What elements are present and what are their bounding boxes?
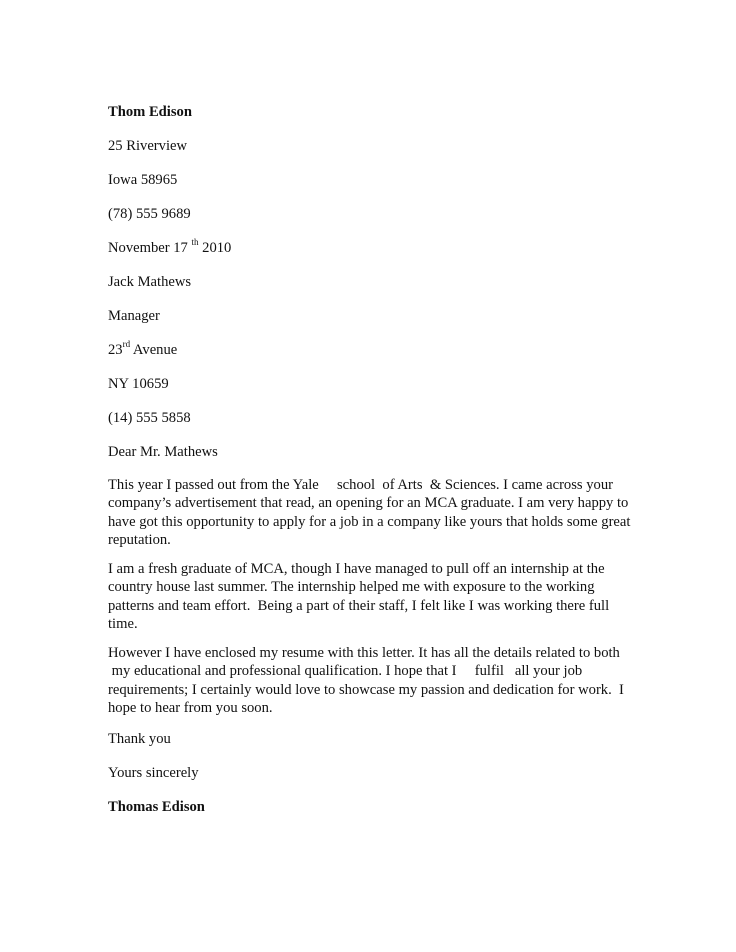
recipient-street-number: 23 — [108, 342, 123, 358]
recipient-street-suffix: rd — [122, 339, 131, 350]
letter-date — [108, 237, 232, 257]
sender-street: 25 Riverview — [108, 138, 188, 154]
recipient-name: Jack Mathews — [108, 274, 192, 290]
recipient-city: NY 10659 — [108, 376, 169, 392]
recipient-street — [108, 339, 178, 359]
sender-name: Thom Edison — [108, 104, 192, 120]
body-paragraph-1: This year I passed out from the Yale school of Arts & Sciences. I came across your company’s advertisement that read, an opening for an MCA graduate. I am very happy to have got this opportunity to apply for a job in a company like yours that holds some great reputation. — [108, 477, 631, 549]
recipient-street-name: Avenue — [130, 342, 178, 358]
salutation: Dear Mr. Mathews — [108, 444, 218, 460]
sender-city: Iowa 58965 — [108, 172, 178, 188]
recipient-title: Manager — [108, 308, 160, 324]
date-suffix: th — [191, 237, 199, 248]
closing-thanks: Thank you — [108, 731, 171, 747]
date-year: 2010 — [198, 240, 232, 256]
sender-phone: (78) 555 9689 — [108, 206, 191, 222]
body-paragraph-3: However I have enclosed my resume with this letter. It has all the details related to both my educational and professional qualification. I hope that I fulfil all your job requirements; I certainly would love to showcase my passion and dedication for work. I hope to hear from you soon. — [108, 645, 624, 717]
recipient-phone: (14) 555 5858 — [108, 410, 191, 426]
signature-name: Thomas Edison — [108, 799, 205, 815]
closing-signoff: Yours sincerely — [108, 765, 199, 781]
body-paragraph-2: I am a fresh graduate of MCA, though I have managed to pull off an internship at the country house last summer. The internship helped me with exposure to the working patterns and team effort. Being a part of their staff, I felt like I was working there full time. — [108, 561, 610, 633]
date-month-day: November 17 — [108, 240, 188, 256]
